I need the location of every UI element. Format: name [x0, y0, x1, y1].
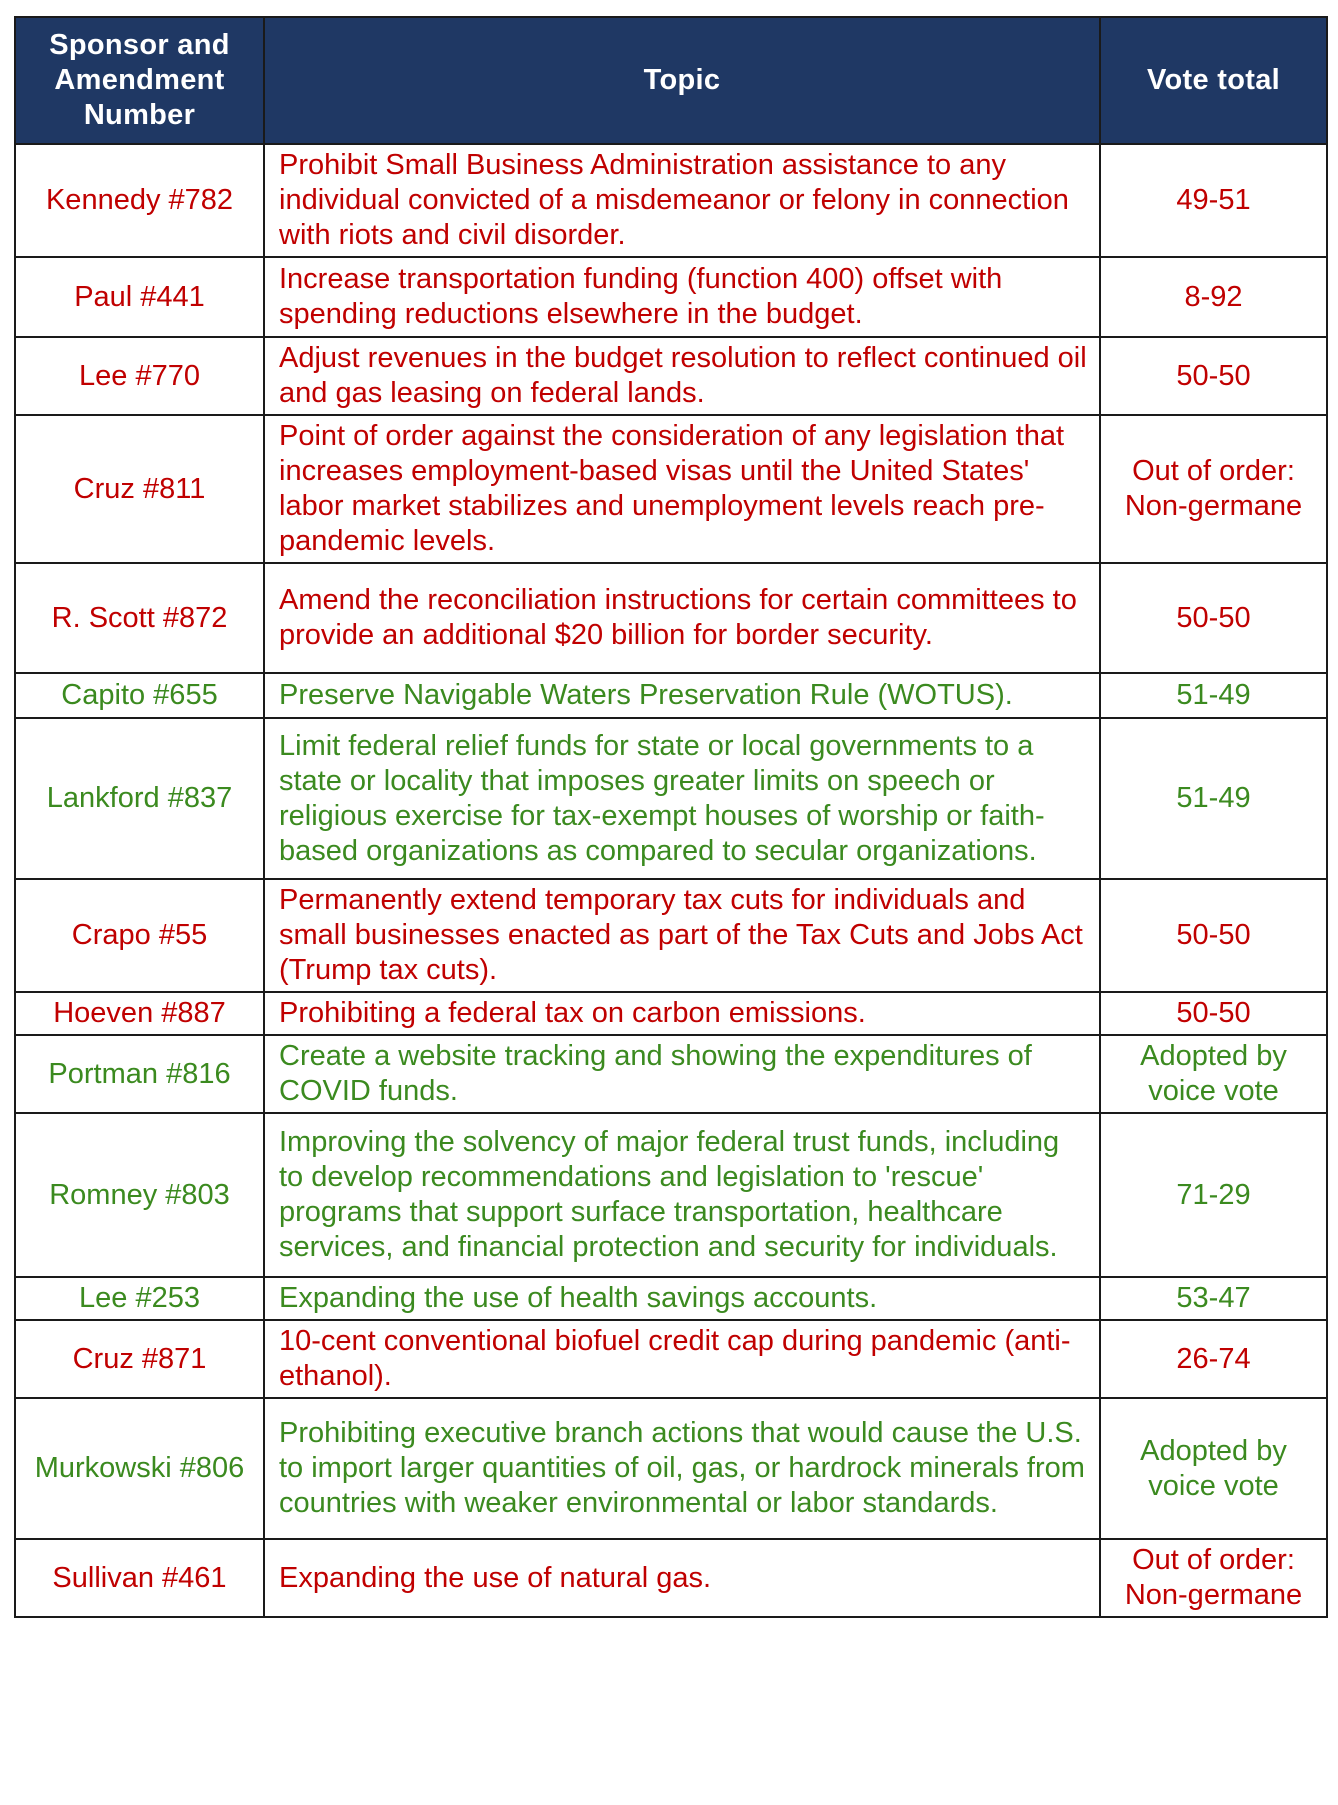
sponsor-cell: Cruz #871 — [15, 1320, 264, 1398]
table-row — [15, 337, 1327, 415]
sponsor-cell: Capito #655 — [15, 673, 264, 718]
vote-total-cell: Out of order: Non-germane — [1100, 1539, 1327, 1617]
table-row — [15, 1113, 1327, 1277]
sponsor-cell: Hoeven #887 — [15, 992, 264, 1035]
header-vote-total: Vote total — [1100, 17, 1327, 144]
topic-cell: Preserve Navigable Waters Preservation Rule (WOTUS). — [264, 673, 1100, 718]
topic-cell: Prohibit Small Business Administration assistance to any individual convicted of a misdemeanor or felony in connection with riots and civil disorder. — [264, 144, 1100, 257]
amendment-vote-table-container — [14, 16, 1326, 1618]
vote-total-cell: 50-50 — [1100, 992, 1327, 1035]
vote-total-cell: 71-29 — [1100, 1113, 1327, 1277]
vote-total-cell: 8-92 — [1100, 257, 1327, 337]
topic-cell: Adjust revenues in the budget resolution to reflect continued oil and gas leasing on federal lands. — [264, 337, 1100, 415]
topic-cell: Improving the solvency of major federal trust funds, including to develop recommendations and legislation to 'rescue' programs that support surface transportation, healthcare services, and financial protection and security for individuals. — [264, 1113, 1100, 1277]
vote-total-cell: 26-74 — [1100, 1320, 1327, 1398]
vote-total-cell: 51-49 — [1100, 718, 1327, 879]
topic-cell: Expanding the use of health savings accounts. — [264, 1277, 1100, 1320]
topic-cell: Permanently extend temporary tax cuts for individuals and small businesses enacted as part of the Tax Cuts and Jobs Act (Trump tax cuts). — [264, 879, 1100, 992]
vote-total-cell: Adopted by voice vote — [1100, 1035, 1327, 1113]
sponsor-cell: Crapo #55 — [15, 879, 264, 992]
table-row — [15, 1398, 1327, 1539]
sponsor-cell: Sullivan #461 — [15, 1539, 264, 1617]
topic-cell: Limit federal relief funds for state or local governments to a state or locality that imposes greater limits on speech or religious exercise for tax-exempt houses of worship or faith-based organizations as compared to secular organizations. — [264, 718, 1100, 879]
vote-total-cell: 50-50 — [1100, 563, 1327, 673]
header-topic: Topic — [264, 17, 1100, 144]
vote-total-cell: Out of order: Non-germane — [1100, 415, 1327, 563]
sponsor-cell: Paul #441 — [15, 257, 264, 337]
table-row — [15, 673, 1327, 718]
sponsor-cell: Lankford #837 — [15, 718, 264, 879]
sponsor-cell: Cruz #811 — [15, 415, 264, 563]
vote-total-cell: 49-51 — [1100, 144, 1327, 257]
amendment-vote-table — [14, 16, 1328, 1618]
topic-cell: Prohibiting executive branch actions that would cause the U.S. to import larger quantities of oil, gas, or hardrock minerals from countries with weaker environmental or labor standards. — [264, 1398, 1100, 1539]
topic-cell: Point of order against the consideration of any legislation that increases employment-based visas until the United States' labor market stabilizes and unemployment levels reach pre-pandemic levels. — [264, 415, 1100, 563]
sponsor-cell: Lee #770 — [15, 337, 264, 415]
vote-total-cell: Adopted by voice vote — [1100, 1398, 1327, 1539]
table-row — [15, 718, 1327, 879]
table-row — [15, 257, 1327, 337]
sponsor-cell: Kennedy #782 — [15, 144, 264, 257]
table-row — [15, 144, 1327, 257]
table-row — [15, 992, 1327, 1035]
topic-cell: Amend the reconciliation instructions for certain committees to provide an additional $20 billion for border security. — [264, 563, 1100, 673]
header-sponsor: Sponsor and Amendment Number — [15, 17, 264, 144]
vote-total-cell: 51-49 — [1100, 673, 1327, 718]
table-row — [15, 1277, 1327, 1320]
sponsor-cell: Lee #253 — [15, 1277, 264, 1320]
table-row — [15, 563, 1327, 673]
table-header — [15, 17, 1327, 144]
sponsor-cell: Portman #816 — [15, 1035, 264, 1113]
sponsor-cell: Romney #803 — [15, 1113, 264, 1277]
table-row — [15, 879, 1327, 992]
topic-cell: Prohibiting a federal tax on carbon emissions. — [264, 992, 1100, 1035]
table-body — [15, 144, 1327, 1617]
topic-cell: 10-cent conventional biofuel credit cap during pandemic (anti-ethanol). — [264, 1320, 1100, 1398]
topic-cell: Expanding the use of natural gas. — [264, 1539, 1100, 1617]
table-row — [15, 1539, 1327, 1617]
vote-total-cell: 53-47 — [1100, 1277, 1327, 1320]
topic-cell: Increase transportation funding (function 400) offset with spending reductions elsewhere in the budget. — [264, 257, 1100, 337]
table-row — [15, 1035, 1327, 1113]
table-row — [15, 415, 1327, 563]
topic-cell: Create a website tracking and showing the expenditures of COVID funds. — [264, 1035, 1100, 1113]
vote-total-cell: 50-50 — [1100, 337, 1327, 415]
table-row — [15, 1320, 1327, 1398]
header-row — [15, 17, 1327, 144]
vote-total-cell: 50-50 — [1100, 879, 1327, 992]
sponsor-cell: R. Scott #872 — [15, 563, 264, 673]
sponsor-cell: Murkowski #806 — [15, 1398, 264, 1539]
